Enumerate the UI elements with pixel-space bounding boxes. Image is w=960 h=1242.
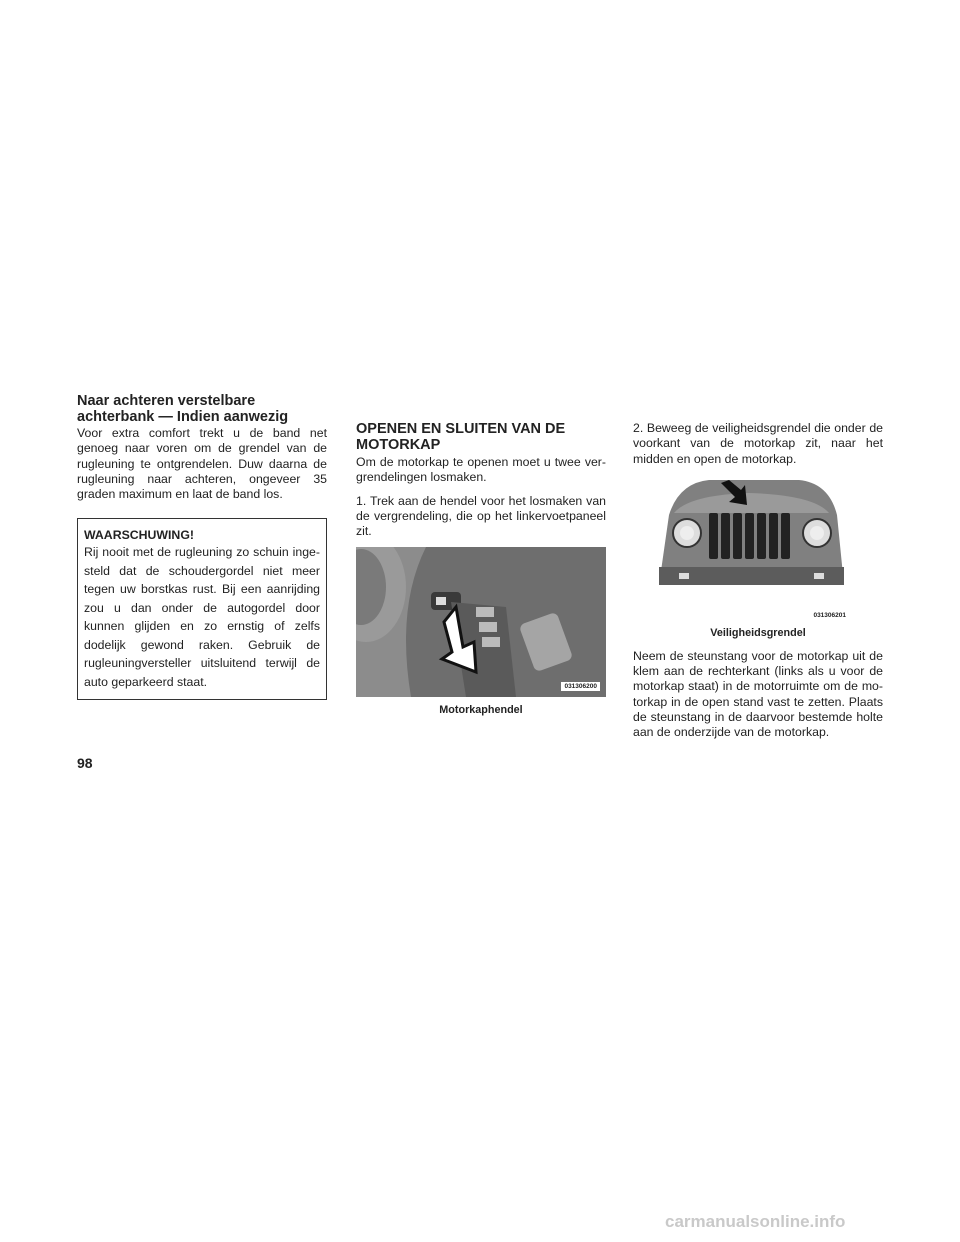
page-number: 98 [77,755,93,771]
column-middle [356,393,606,726]
figure-caption: Veiligheidsgrendel [710,626,806,639]
watermark: carmanualsonline.info [665,1212,846,1231]
figure-id: 031306200 [561,682,600,691]
safety-catch-image [649,475,849,620]
warning-title: WAARSCHUWING! [84,528,194,543]
body-paragraph: Neem de steunstang voor de motorkap uit de klem aan de rechterkant (links als u voor de motorkap staat) in de motorruimte om de mo-torkap in de open stand vast te zetten. Plaats de steunstang in de daarvoor bestemde holte aan de onderzijde van de motorkap. [633,648,883,740]
warning-box [77,518,327,700]
warning-text: Rij nooit met de rugleuning zo schuin inge-steld dat de schoudergordel niet meer tegen uw borstkas rust. Bij een aanrijding zou u dan onder de autogordel door kunnen glijden en zo ernstig of zelfs dodelijk gewond raken. Gebruik de rugleuningversteller uitsluitend terwijl de auto geparkeerd staat. [84,545,320,689]
column-right [633,393,883,749]
section-heading: Naar achteren verstelbare achterbank — Indien aanwezig [77,393,289,425]
lever-illustration [356,547,606,697]
figure-caption: Motorkaphendel [439,704,523,717]
step-2: 2. Beweeg de veiligheidsgrendel die onder de voorkant van de motorkap zit, naar het midden en open de motorkap. [633,421,883,466]
step-1: 1. Trek aan de hendel voor het losmaken van de vergrendeling, die op het linkervoetpaneel zit. [356,493,606,539]
jeep-front-illustration [649,475,849,615]
hood-release-lever-image [356,547,606,697]
intro-paragraph: Om de motorkap te openen moet u twee ver-grendelingen losmaken. [356,455,606,485]
section-heading: OPENEN EN SLUITEN VAN DE MOTORKAP [356,421,566,453]
column-left [77,393,327,700]
body-paragraph: Voor extra comfort trekt u de band net genoeg naar voren om de grendel van de rugleuning te ontgrendelen. Duw daarna de rugleuning naar achteren, ongeveer 35 graden maximum en laat de band los. [77,426,327,502]
figure-id: 031306201 [810,611,849,620]
